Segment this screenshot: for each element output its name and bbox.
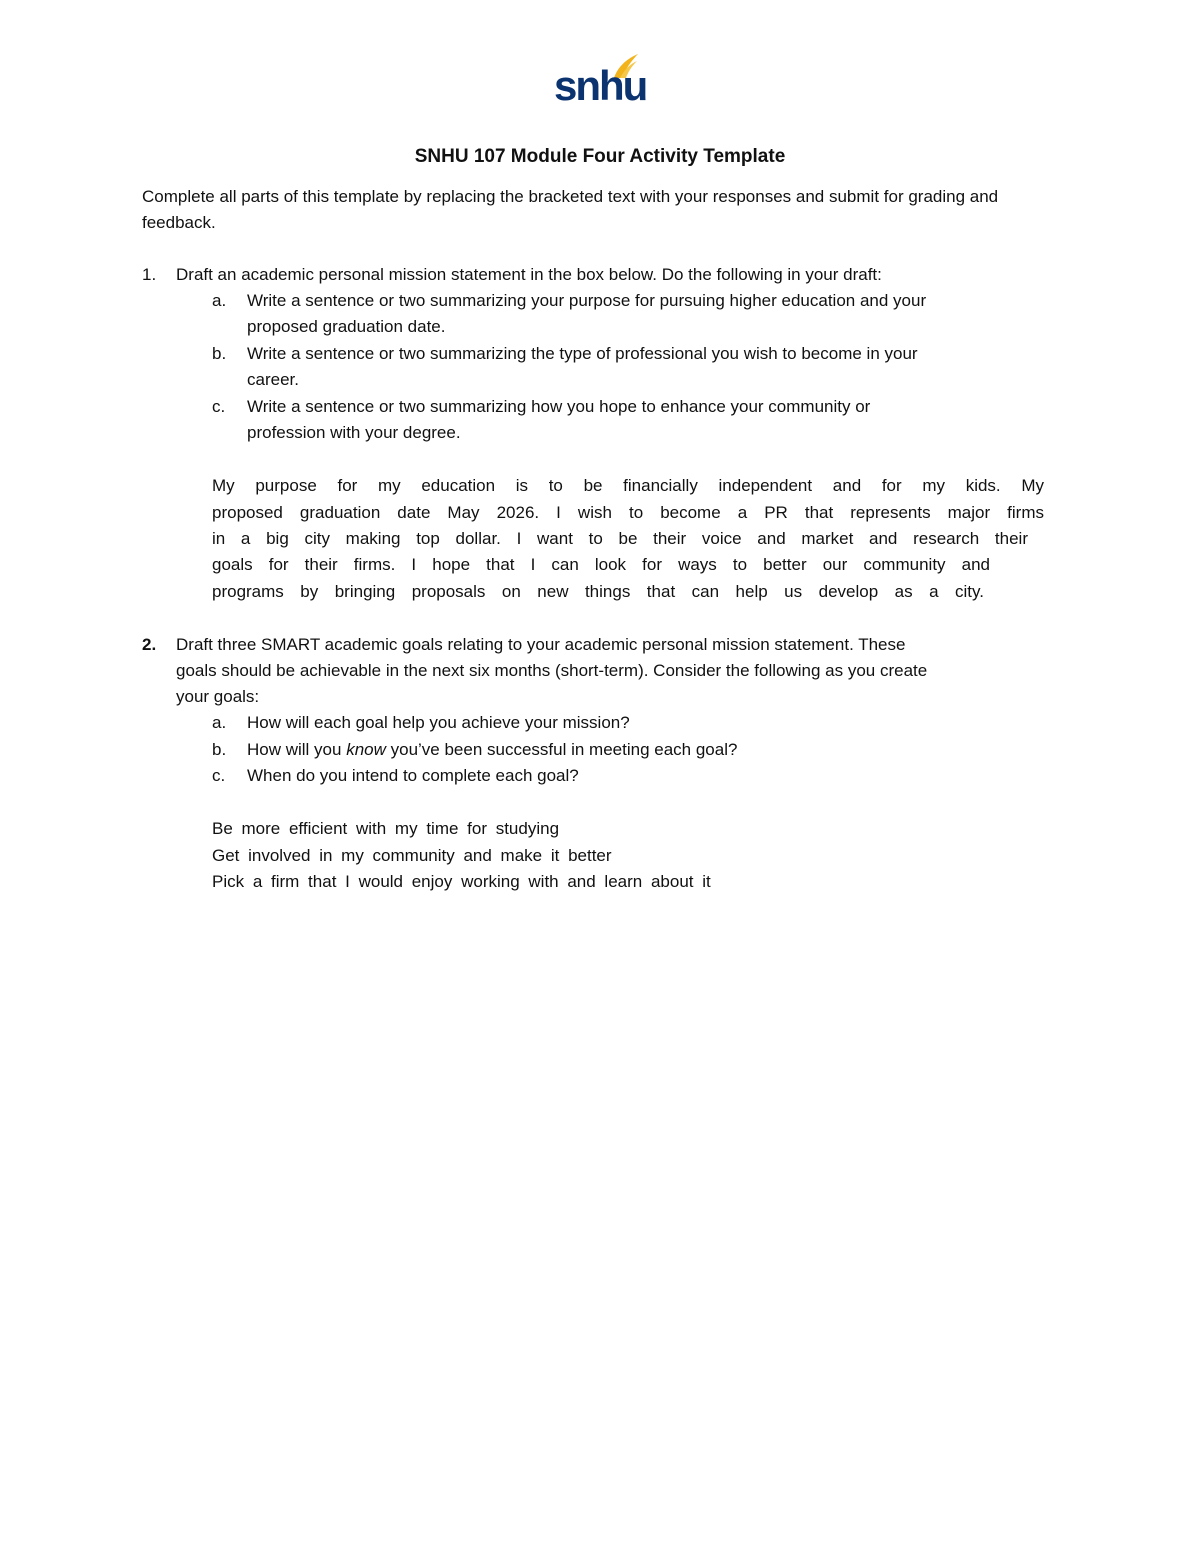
q2-item-c-text: When do you intend to complete each goal? (247, 766, 579, 785)
question-2-prompt-line3: your goals: (176, 687, 260, 706)
mission-response-line-5: programs by bringing proposals on new things that can help us develop as a city. (212, 582, 984, 601)
q1-item-a-line1: Write a sentence or two summarizing your purpose for pursuing higher education and your (247, 291, 927, 310)
q2-item-a-marker: a. (212, 713, 227, 732)
q2-item-b-text-italic: know (346, 740, 386, 759)
q1-item-a-marker: a. (212, 291, 227, 310)
intro-paragraph: Complete all parts of this template by replacing the bracketed text with your responses and submit for grading and feedback. (142, 187, 999, 232)
goal-3: Pick a firm that I would enjoy working with and learn about it (212, 872, 711, 891)
mission-response-line-4: goals for their firms. I hope that I can look for ways to better our community and (212, 555, 990, 574)
question-1-number: 1. (142, 265, 157, 284)
snhu-logo (554, 52, 647, 110)
question-2-number: 2. (142, 635, 157, 654)
q1-item-b-line1: Write a sentence or two summarizing the type of professional you wish to become in your (247, 344, 918, 363)
document-title: SNHU 107 Module Four Activity Template (414, 146, 786, 167)
question-2-prompt-line2: goals should be achievable in the next six months (short-term). Consider the following as you create (176, 661, 928, 680)
q2-item-b-text-after: you’ve been successful in meeting each goal? (385, 740, 738, 759)
mission-response-line-1: My purpose for my education is to be financially independent and for my kids. My (212, 476, 1044, 495)
question-2-prompt-line1: Draft three SMART academic goals relating to your academic personal mission statement. These (176, 635, 906, 654)
mission-response-line-3: in a big city making top dollar. I want to be their voice and market and research their (212, 529, 1028, 548)
q1-item-c-marker: c. (212, 397, 226, 416)
question-1-prompt: Draft an academic personal mission statement in the box below. Do the following in your draft: (176, 265, 882, 284)
logo-wordmark: snhu (554, 62, 647, 109)
q2-item-b-marker: b. (212, 740, 227, 759)
q2-item-b-text (247, 737, 737, 763)
q1-item-a-line2: proposed graduation date. (247, 317, 446, 336)
goal-2: Get involved in my community and make it better (212, 846, 612, 865)
q2-item-a-text: How will each goal help you achieve your mission? (247, 713, 630, 732)
q2-item-c-marker: c. (212, 766, 226, 785)
q1-item-b-marker: b. (212, 344, 227, 363)
q1-item-b-line2: career. (247, 370, 299, 389)
q2-item-b-text-before: How will you (247, 740, 347, 759)
q1-item-c-line2: profession with your degree. (247, 423, 461, 442)
goal-1: Be more efficient with my time for studying (212, 819, 560, 838)
mission-response-line-2: proposed graduation date May 2026. I wish to become a PR that represents major firms (212, 503, 1044, 522)
q1-item-c-line1: Write a sentence or two summarizing how you hope to enhance your community or (247, 397, 871, 416)
